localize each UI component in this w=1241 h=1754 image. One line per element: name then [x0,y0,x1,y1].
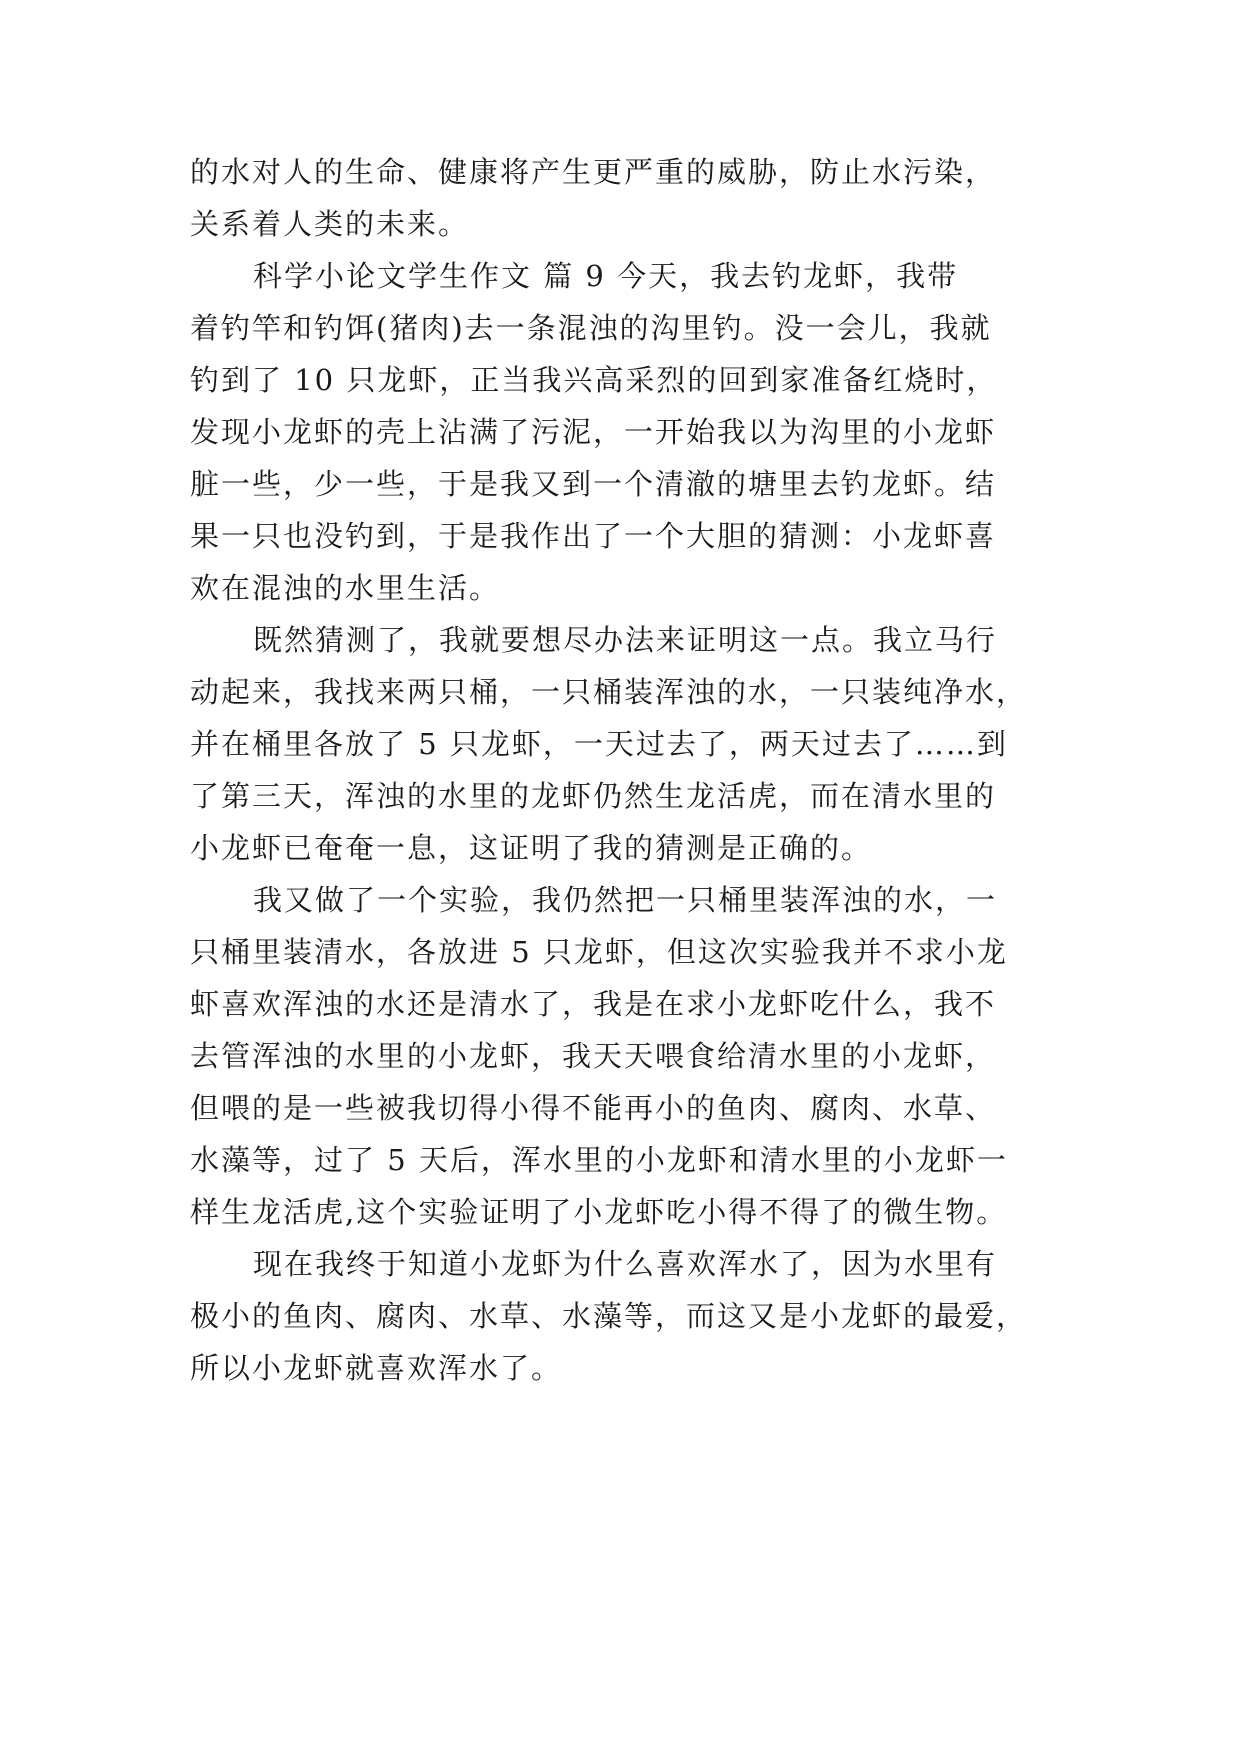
text-line: 样生龙活虎,这个实验证明了小龙虾吃小得不得了的微生物。 [190,1195,1008,1229]
text-line: 着钓竿和钓饵(猪肉)去一条混浊的沟里钓。没一会儿，我就 [190,311,992,345]
text-line: 现在我终于知道小龙虾为什么喜欢浑水了，因为水里有 [253,1247,998,1281]
text-line: 钓到了 10 只龙虾，正当我兴高采烈的回到家准备红烧时， [190,363,998,397]
text-line: 虾喜欢浑浊的水还是清水了，我是在求小龙虾吃什么，我不 [190,987,997,1021]
text-line: 的水对人的生命、健康将产生更严重的威胁，防止水污染， [190,155,997,189]
text-line: 去管浑浊的水里的小龙虾，我天天喂食给清水里的小龙虾， [190,1039,997,1073]
text-line: 动起来，我找来两只桶，一只桶装浑浊的水，一只装纯净水， [190,675,1028,709]
text-line: 脏一些，少一些，于是我又到一个清澈的塘里去钓龙虾。结 [190,467,997,501]
text-line: 既然猜测了，我就要想尽办法来证明这一点。我立马行 [253,623,998,657]
section-heading-line: 科学小论文学生作文 篇 9 今天，我去钓龙虾，我带 [253,259,959,293]
text-line: 极小的鱼肉、腐肉、水草、水藻等，而这又是小龙虾的最爱， [190,1299,1028,1333]
text-line: 果一只也没钓到，于是我作出了一个大胆的猜测：小龙虾喜 [190,519,997,553]
text-line: 关系着人类的未来。 [190,207,470,241]
text-line: 只桶里装清水，各放进 5 只龙虾，但这次实验我并不求小龙 [190,935,1008,969]
text-line: 小龙虾已奄奄一息，这证明了我的猜测是正确的。 [190,831,873,865]
text-line: 我又做了一个实验，我仍然把一只桶里装浑浊的水，一 [253,883,998,917]
text-line: 所以小龙虾就喜欢浑水了。 [190,1351,563,1385]
text-line: 并在桶里各放了 5 只龙虾，一天过去了，两天过去了……到 [190,727,1008,761]
text-line: 了第三天，浑浊的水里的龙虾仍然生龙活虎，而在清水里的 [190,779,997,813]
text-line: 欢在混浊的水里生活。 [190,571,501,605]
text-line: 发现小龙虾的壳上沾满了污泥，一开始我以为沟里的小龙虾 [190,415,997,449]
text-line: 水藻等，过了 5 天后，浑水里的小龙虾和清水里的小龙虾一 [190,1143,1008,1177]
text-line: 但喂的是一些被我切得小得不能再小的鱼肉、腐肉、水草、 [190,1091,997,1125]
